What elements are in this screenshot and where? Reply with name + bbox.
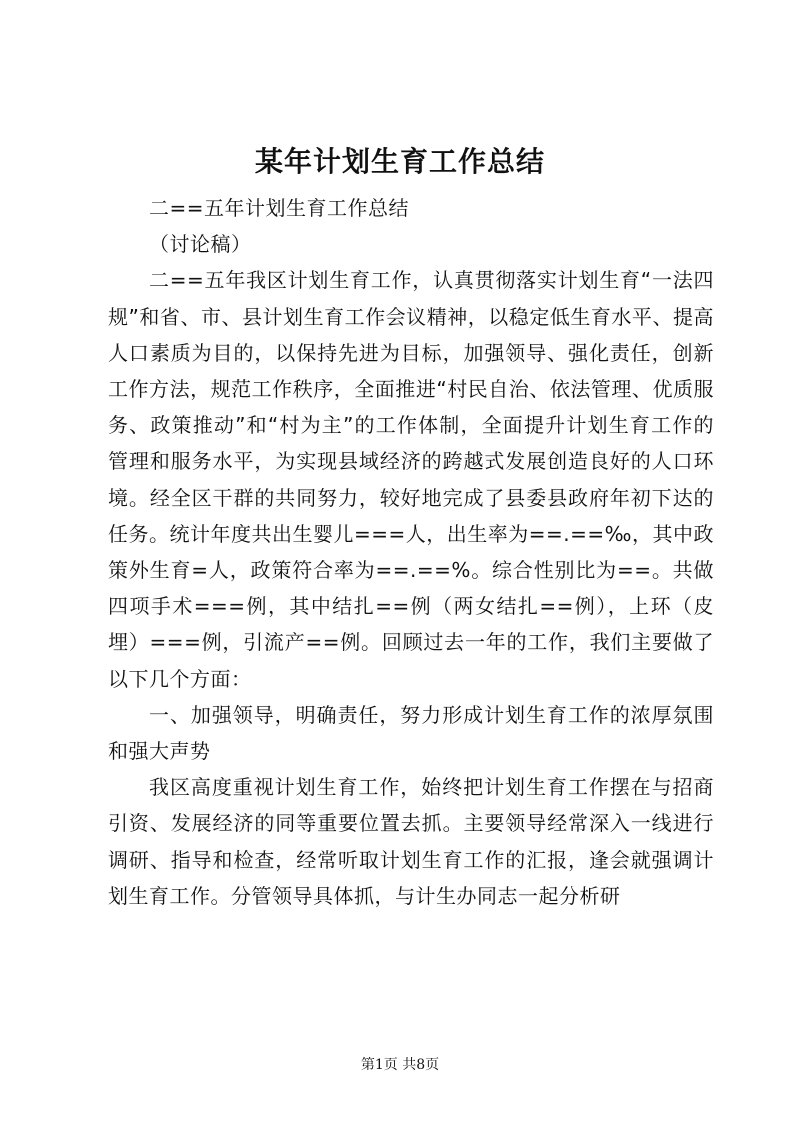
draft-label-paragraph: （讨论稿）: [149, 232, 252, 257]
subtitle-paragraph: 二==五年计划生育工作总结: [149, 196, 410, 220]
page-number-footer: 第1页 共8页: [360, 1057, 440, 1073]
summary-paragraph: 二==五年我区计划生育工作，认真贯彻落实计划生育“一法四规”和省、市、县计划生育工作会议精神，以稳定低生育水平、提高人口素质为目的，以保持先进为目标，加强领导、强化责任，创新工作方法，规范工作秩序，全面推进“村民自治、依法管理、优质服务、政策推动”和“村为主”的工作体制，全面提升计划生育工作的管理和服务水平，为实现县域经济的跨越式发展创造良好的人口环境。经全区干群的共同努力，较好地完成了县委县政府年初下达的任务。统计年度共出生婴儿===人，出生率为==.==‰，其中政策外生育=人，政策符合率为==.==%。综合性别比为==。共做四项手术===例，其中结扎==例（两女结扎==例），上环（皮埋）===例，引流产==例。回顾过去一年的工作，我们主要做了以下几个方面：: [108, 268, 714, 691]
section-heading-paragraph: 一、加强领导，明确责任，努力形成计划生育工作的浓厚氛围和强大声势: [108, 702, 714, 764]
section-body-paragraph: 我区高度重视计划生育工作，始终把计划生育工作摆在与招商引资、发展经济的同等重要位置去抓。主要领导经常深入一线进行调研、指导和检查，经常听取计划生育工作的汇报，逢会就强调计划生育工作。分管领导具体抓，与计生办同志一起分析研: [108, 775, 714, 908]
document-body: [108, 190, 714, 914]
document-title: 某年计划生育工作总结: [254, 145, 545, 178]
